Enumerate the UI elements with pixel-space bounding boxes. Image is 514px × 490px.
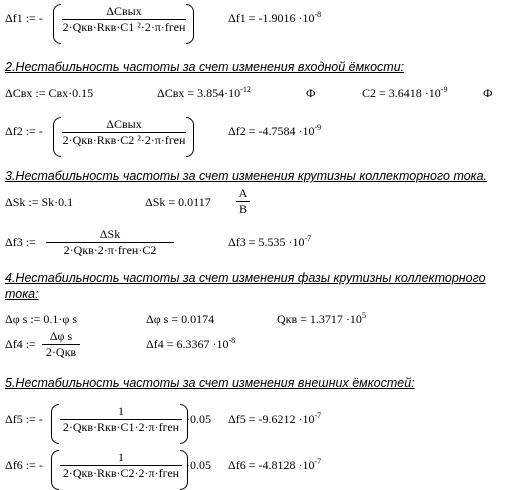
df5-denominator: 2·Qкв·Rкв·C1·2·π·fген	[62, 420, 180, 434]
df2-result: $\Delta f2 = -4.7584 \cdot 10^{-9}$	[228, 123, 322, 138]
dsk-definition: ΔSk := Sk·0.1	[5, 195, 74, 209]
df6-numerator: 1	[118, 450, 124, 464]
heading-section-5: 5.Нестабильность частоты за счет изменения внешних ёмкостей:	[5, 376, 415, 390]
dsk-unit: A B	[236, 187, 250, 216]
df6-fraction	[60, 451, 182, 480]
heading-section-3: 3.Нестабильность частоты за счет изменения крутизны коллекторного тока.	[5, 169, 488, 183]
df3-denominator: 2·Qкв·2·π·fген·C2	[63, 243, 157, 257]
df4-result: $\Delta f4 = 6.3367 \cdot 10^{-8}$	[146, 336, 236, 351]
df6-denominator: 2·Qкв·Rкв·C2·2·π·fген	[62, 466, 180, 480]
df3-fraction	[46, 228, 174, 257]
dsk-value: ΔSk = 0.0117	[145, 195, 211, 209]
dphi-definition: Δφ s := 0.1·φ s	[5, 312, 78, 326]
df1-numerator: ΔCвых	[106, 4, 142, 18]
left-paren	[51, 450, 59, 490]
dcin-value: $\Delta Cвх = 3.854\cdot 10^{-12}$	[157, 85, 251, 100]
df3-lhs: Δf3 :=	[5, 235, 36, 249]
df5-fraction	[60, 405, 182, 434]
df4-numerator: Δφ s	[49, 329, 73, 343]
df5-lhs: Δf5 := -	[5, 412, 43, 426]
heading-section-4-line2: тока:	[5, 287, 39, 301]
df6-multiplier: ·0.05	[186, 458, 211, 472]
df3-result: $\Delta f3 = 5.535 \cdot 10^{-7}$	[228, 234, 312, 249]
df4-fraction	[42, 330, 80, 359]
df5-result: $\Delta f5 = -9.6212 \cdot 10^{-7}$	[228, 411, 322, 426]
df4-denominator: 2·Qкв	[45, 345, 77, 359]
left-paren	[53, 4, 61, 44]
right-paren	[186, 4, 194, 44]
df3-numerator: ΔSk	[99, 227, 121, 241]
c2-value: $C2 = 3.6418 \cdot 10^{-9}$	[362, 85, 448, 100]
df2-lhs: Δf2 := -	[5, 124, 43, 138]
qkv-value: Qкв = $1.3717 \cdot 10^5$	[277, 311, 366, 326]
df1-result: $\Delta f1 = -1.9016 \cdot 10^{-8}$	[228, 10, 322, 25]
df1-fraction	[62, 5, 186, 34]
left-paren	[53, 117, 61, 157]
dcin-definition: ΔCвх := Cвх·0.15	[5, 86, 94, 100]
df1-denominator: 2·Qкв·Rкв·C1 ²·2·π·fген	[62, 20, 186, 34]
dphi-value: Δφ s = 0.0174	[146, 312, 215, 326]
df2-numerator: ΔCвых	[106, 117, 142, 131]
df6-result: $\Delta f6 = -4.8128 \cdot 10^{-7}$	[228, 457, 322, 472]
df5-multiplier: ·0.05	[186, 412, 211, 426]
heading-section-2: 2.Нестабильность частоты за счет изменения входной ёмкости:	[5, 60, 405, 74]
left-paren	[51, 404, 59, 444]
df2-denominator: 2·Qкв·Rкв·C2 ²·2·π·fген	[62, 133, 186, 147]
right-paren	[186, 117, 194, 157]
df1-lhs: Δf1 := -	[5, 11, 43, 25]
df6-lhs: Δf6 := -	[5, 458, 43, 472]
df5-numerator: 1	[118, 404, 124, 418]
unit-farad: Ф	[483, 86, 493, 100]
heading-section-4-line1: 4.Нестабильность частоты за счет изменения фазы крутизны коллекторного	[5, 271, 486, 285]
unit-farad: Ф	[306, 86, 316, 100]
df2-fraction	[62, 118, 186, 147]
df4-lhs: Δf4 :=	[5, 337, 36, 351]
